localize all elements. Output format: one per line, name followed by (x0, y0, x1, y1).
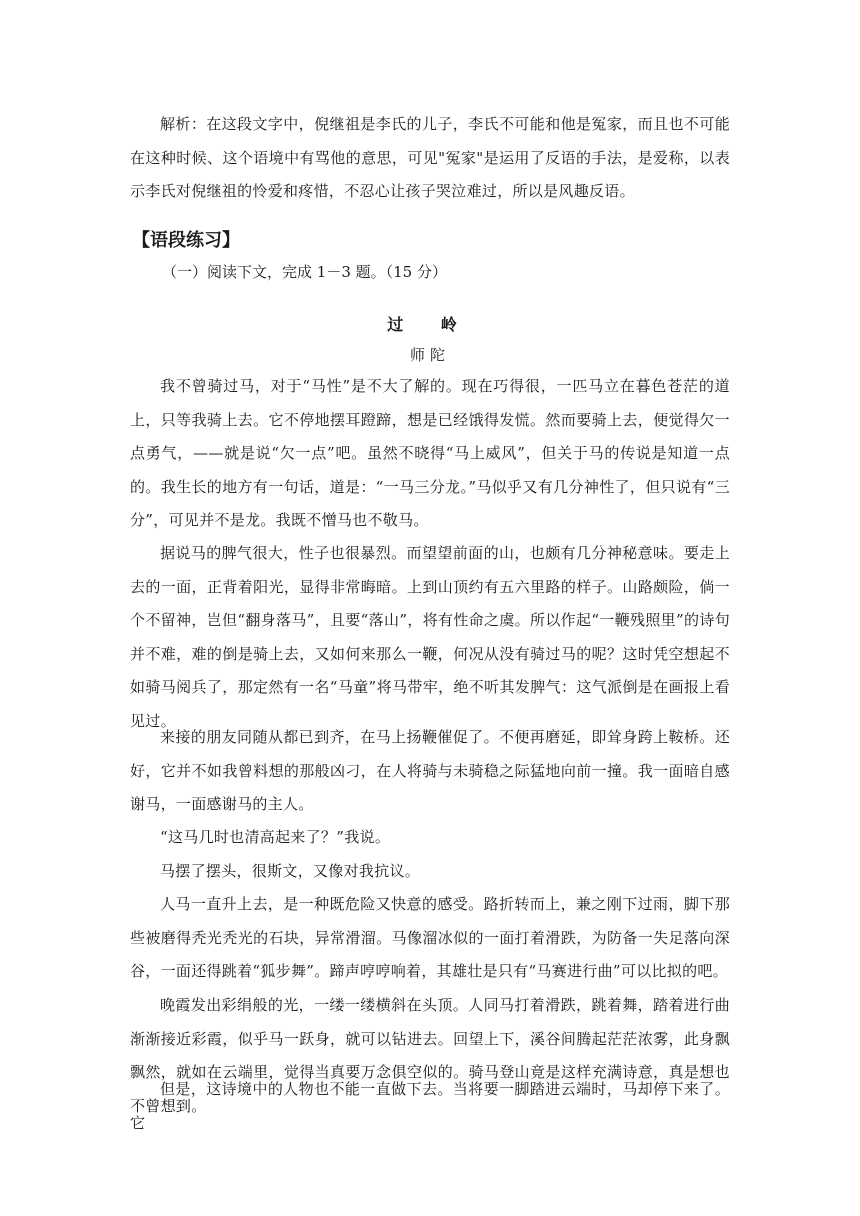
article-paragraph-1: 我不曾骑过马，对于“马性”是不大了解的。现在巧得很，一匹马立在暮色苍茫的道上，只等我骑上去。它不停地摆耳蹬蹄，想是已经饿得发慌。然而要骑上去，便觉得欠一点勇气，——就是说“欠一点”吧。虽然不晓得“马上威风”，但关于马的传说是知道一点的。我生长的地方有一句话，道是：“一马三分龙。”马似乎又有几分神性了，但只说有“三分”，可见并不是龙。我既不憎马也不敬马。 (130, 377, 730, 529)
article-paragraph-7: 晚霞发出彩绢般的光，一缕一缕横斜在头顶。人同马打着滑跌，跳着舞，踏着进行曲渐渐接近彩霞，似乎马一跃身，就可以钻进去。回望上下，溪谷间腾起茫茫浓雾，此身飘飘然，就如在云端里，觉得当真要万念俱空似的。骑马登山竟是这样充满诗意，真是想也不曾想到。 (130, 996, 730, 1115)
article-author: 师陀 (409, 346, 450, 364)
article-paragraph-6: 人马一直升上去，是一种既危险又快意的感受。路折转而上，兼之刚下过雨，脚下那些被磨得秃光秃光的石块，异常滑溜。马像溜冰似的一面打着滑跌，为防备一失足落向深谷，一面还得跳着“狐步舞”。蹄声哼哼响着，其雄壮是只有“马赛进行曲”可以比拟的吧。 (130, 895, 730, 980)
article-paragraph-3: 来接的朋友同随从都已到齐，在马上扬鞭催促了。不便再磨延，即耸身跨上鞍桥。还好，它并不如我曾料想的那般凶刁，在人将骑与未骑稳之际猛地向前一撞。我一面暗自感谢马，一面感谢马的主人。 (130, 728, 730, 813)
article-paragraph-4: “这马几时也清高起来了？”我说。 (160, 828, 391, 846)
article-paragraph-8: 但是，这诗境中的人物也不能一直做下去。当将要一脚踏进云端时，马却停下来了。它 (130, 1080, 730, 1132)
article-title: 过 岭 (387, 315, 473, 334)
article-paragraph-2: 据说马的脾气很大，性子也很暴烈。而望望前面的山，也颇有几分神秘意味。要走上去的一面，正背着阳光，显得非常晦暗。上到山顶约有五六里路的样子。山路颇险，倘一个不留神，岂但“翻身落马”，且要“落山”，将有性命之虞。所以作起“一鞭残照里”的诗句并不难，难的倒是骑上去，又如何来那么一鞭，何况从没有骑过马的呢？这时凭空想起不如骑马阅兵了，那定然有一名“马童”将马带牢，绝不听其发脾气：这气派倒是在画报上看见过。 (130, 544, 730, 730)
section-heading: 【语段练习】 (132, 230, 240, 251)
analysis-paragraph: 解析：在这段文字中，倪继祖是李氏的儿子，李氏不可能和他是冤家，而且也不可能在这种时候、这个语境中有骂他的意思，可见"冤家"是运用了反语的手法，是爱称，以表示李氏对倪继祖的怜爱和疼惜，不忍心让孩子哭泣难过，所以是风趣反语。 (130, 115, 730, 200)
exercise-instructions: （一）阅读下文，完成 1－3 题。（15 分） (162, 263, 447, 281)
article-paragraph-5: 马摆了摆头，很斯文，又像对我抗议。 (160, 862, 421, 880)
